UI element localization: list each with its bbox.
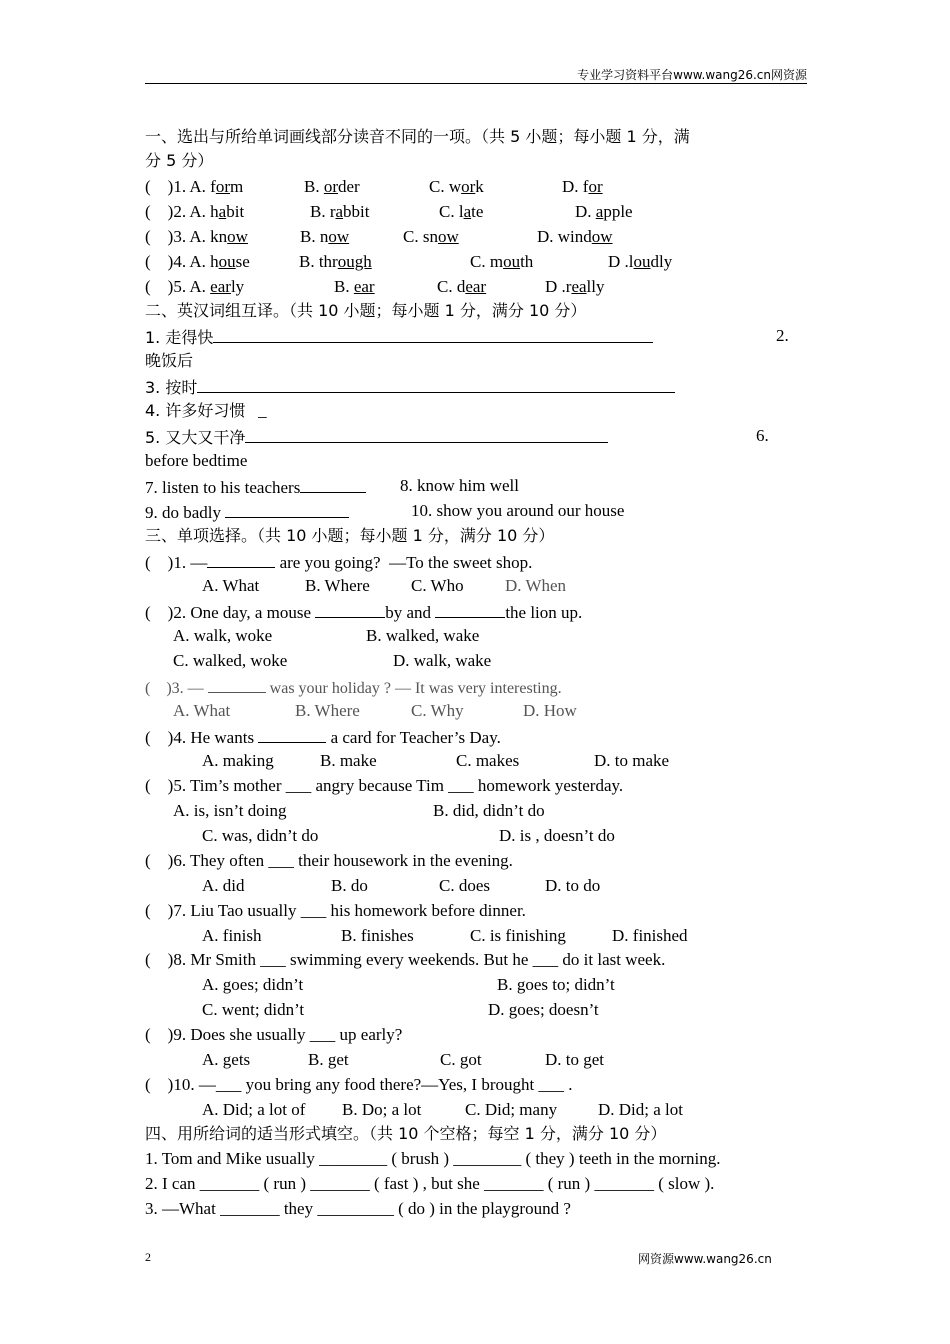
p3-q7-option-d: D. finished: [612, 926, 688, 945]
answer-blank[interactable]: [208, 676, 266, 693]
header-text: 专业学习资料平台www.wang26.cn网资源: [577, 68, 807, 82]
p3-q8-option-d: D. goes; doesn’t: [488, 1000, 599, 1019]
p3-q6-option-b: B. do: [331, 876, 368, 895]
p2-item-3: 3. 按时: [145, 376, 675, 398]
p1-q3-number: ( )3. A.: [145, 227, 211, 246]
p3-q1-option-c: C. Who: [411, 576, 464, 595]
underlined-part: or: [461, 177, 476, 196]
p1-q1-option-c: C. work: [429, 177, 484, 196]
p3-q7-option-c: C. is finishing: [470, 926, 566, 945]
p3-q4-option-d: D. to make: [594, 751, 670, 770]
p1-q3-option-a: ( )3. A. know: [145, 227, 248, 246]
p3-q7-option-b: B. finishes: [341, 926, 414, 945]
p1-q5-option-b: B. ear: [334, 277, 375, 296]
answer-blank[interactable]: [197, 376, 675, 393]
p2-item-2: 晚饭后: [145, 351, 194, 370]
p3-question-9: ( )9. Does she usually ___ up early?: [145, 1025, 403, 1044]
p3-q9-option-c: C. got: [440, 1050, 482, 1069]
p2-item-6: before bedtime: [145, 451, 248, 470]
p3-q5-option-b: B. did, didn’t do: [433, 801, 545, 820]
p1-q2-number: ( )2. A.: [145, 202, 211, 221]
p1-q5-option-d: D .really: [545, 277, 605, 296]
p1-q2-option-b: B. rabbit: [310, 202, 370, 221]
p2-item-6-number: 6.: [756, 426, 769, 445]
p3-question-2: ( )2. One day, a mouse by and the lion up.: [145, 603, 583, 622]
p1-q4-number: ( )4. A.: [145, 252, 211, 271]
section-4-title: 四、用所给词的适当形式填空。（共 10 个空格；每空 1 分，满分 10 分）: [145, 1124, 667, 1143]
p3-q6-option-a: A. did: [202, 876, 245, 895]
p3-question-3: ( )3. — was your holiday ? — It was very interesting.: [145, 676, 562, 699]
p3-q6-option-c: C. does: [439, 876, 490, 895]
p1-q4-option-a: ( )4. A. house: [145, 252, 250, 271]
section-1-title-cont: 分 5 分）: [145, 151, 214, 170]
p3-question-1: ( )1. — are you going? —To the sweet shop.: [145, 553, 533, 572]
p1-q5-option-c: C. dear: [437, 277, 487, 296]
p3-q2-option-b: B. walked, wake: [366, 626, 480, 645]
p2-item-8: 8. know him well: [400, 476, 519, 495]
answer-blank[interactable]: [315, 601, 385, 618]
p1-q3-option-c: C. snow: [403, 227, 459, 246]
p3-q5-option-c: C. was, didn’t do: [202, 826, 319, 845]
p3-q3-option-b: B. Where: [295, 701, 360, 720]
footer-site: 网资源www.wang26.cn: [638, 1252, 772, 1266]
p3-q9-option-a: A. gets: [202, 1050, 251, 1069]
p1-q3-option-d: D. window: [537, 227, 613, 246]
p3-q10-option-d: D. Did; a lot: [598, 1100, 683, 1119]
underlined-part: ou: [503, 252, 521, 271]
underlined-part: ough: [337, 252, 372, 271]
underlined-part: ou: [633, 252, 651, 271]
p2-item-7: 7. listen to his teachers: [145, 476, 366, 498]
underlined-part: a: [218, 202, 227, 221]
p3-q5-option-a: A. is, isn’t doing: [173, 801, 287, 820]
p1-q2-option-d: D. apple: [575, 202, 633, 221]
p1-q4-option-c: C. mouth: [470, 252, 534, 271]
page-number: 2: [145, 1250, 151, 1264]
p3-q3-option-d: D. How: [523, 701, 577, 720]
p3-q9-option-b: B. get: [308, 1050, 349, 1069]
p1-q4-option-d: D .loudly: [608, 252, 673, 271]
p3-q10-option-b: B. Do; a lot: [342, 1100, 422, 1119]
p3-q8-option-c: C. went; didn’t: [202, 1000, 305, 1019]
p3-q9-option-d: D. to get: [545, 1050, 605, 1069]
p2-item-5: 5. 又大又干净: [145, 426, 608, 448]
underlined-part: ow: [437, 227, 459, 246]
p3-q1-option-b: B. Where: [305, 576, 370, 595]
p3-q10-option-c: C. Did; many: [465, 1100, 558, 1119]
underlined-part: or: [323, 177, 339, 196]
p3-q4-option-c: C. makes: [456, 751, 520, 770]
p3-q4-option-b: B. make: [320, 751, 377, 770]
p3-question-8: ( )8. Mr Smith ___ swimming every weekends. But he ___ do it last week.: [145, 950, 666, 969]
p3-question-6: ( )6. They often ___ their housework in the evening.: [145, 851, 513, 870]
p3-question-7: ( )7. Liu Tao usually ___ his homework before dinner.: [145, 901, 526, 920]
p1-q5-number: ( )5. A.: [145, 277, 211, 296]
underlined-part: or: [588, 177, 603, 196]
answer-blank[interactable]: [258, 726, 326, 743]
underlined-part: ou: [218, 252, 236, 271]
section-1-title: 一、选出与所给单词画线部分读音不同的一项。（共 5 小题；每小题 1 分，满: [145, 127, 690, 146]
p2-item-9: 9. do badly: [145, 501, 349, 523]
p4-line-2: 2. I can _______ ( run ) _______ ( fast ) , but she _______ ( run ) _______ ( slow ).: [145, 1174, 715, 1193]
page-header: [145, 66, 807, 84]
p3-q4-option-a: A. making: [202, 751, 274, 770]
p3-q2-option-d: D. walk, wake: [393, 651, 492, 670]
p1-q2-option-c: C. late: [439, 202, 484, 221]
p3-q5-option-d: D. is , doesn’t do: [499, 826, 615, 845]
p1-q3-option-b: B. now: [300, 227, 350, 246]
p3-q8-option-a: A. goes; didn’t: [202, 975, 304, 994]
answer-blank[interactable]: [207, 551, 275, 568]
p3-q7-option-a: A. finish: [202, 926, 262, 945]
p3-q3-option-a: A. What: [173, 701, 231, 720]
p1-q4-option-b: B. through: [299, 252, 372, 271]
underlined-part: a: [463, 202, 472, 221]
p3-q6-option-d: D. to do: [545, 876, 601, 895]
p1-q1-number: ( )1. A.: [145, 177, 211, 196]
p1-q1-option-d: D. for: [562, 177, 603, 196]
underlined-part: ear: [465, 277, 487, 296]
p3-q2-option-c: C. walked, woke: [173, 651, 288, 670]
underlined-part: ear: [210, 277, 231, 296]
p3-question-10: ( )10. —___ you bring any food there?—Yes, I brought ___ .: [145, 1075, 573, 1094]
underlined-part: ea: [571, 277, 587, 296]
answer-blank[interactable]: [435, 601, 505, 618]
underlined-part: ow: [227, 227, 248, 246]
p2-item-4: 4. 许多好习惯 _: [145, 401, 267, 420]
p3-question-5: ( )5. Tim’s mother ___ angry because Tim ___ homework yesterday.: [145, 776, 624, 795]
p3-q2-option-a: A. walk, woke: [173, 626, 273, 645]
answer-blank[interactable]: [245, 426, 608, 443]
underlined-part: or: [215, 177, 231, 196]
p2-item-10: 10. show you around our house: [411, 501, 625, 520]
underlined-part: a: [335, 202, 344, 221]
p3-q1-option-a: A. What: [202, 576, 260, 595]
answer-blank[interactable]: [225, 501, 349, 518]
p2-item-2-number: 2.: [776, 326, 789, 345]
p4-line-3: 3. —What _______ they _________ ( do ) in the playground ?: [145, 1199, 571, 1218]
p1-q5-option-a: ( )5. A. early: [145, 277, 245, 296]
p1-q1-option-a: ( )1. A. form: [145, 177, 244, 196]
p1-q1-option-b: B. order: [304, 177, 360, 196]
p1-q2-option-a: ( )2. A. habit: [145, 202, 245, 221]
section-3-title: 三、单项选择。（共 10 小题；每小题 1 分，满分 10 分）: [145, 526, 555, 545]
p3-q1-option-d: D. When: [505, 576, 567, 595]
p3-question-4: ( )4. He wants a card for Teacher’s Day.: [145, 728, 501, 747]
underlined-part: ow: [328, 227, 350, 246]
p2-item-1: 1. 走得快: [145, 326, 653, 348]
section-2-title: 二、英汉词组互译。（共 10 小题；每小题 1 分，满分 10 分）: [145, 301, 587, 320]
underlined-part: ow: [591, 227, 613, 246]
underlined-part: ear: [353, 277, 375, 296]
underlined-part: a: [595, 202, 604, 221]
answer-blank[interactable]: [213, 326, 653, 343]
p3-q8-option-b: B. goes to; didn’t: [497, 975, 615, 994]
p4-line-1: 1. Tom and Mike usually ________ ( brush ) ________ ( they ) teeth in the morning.: [145, 1149, 721, 1168]
p3-q3-option-c: C. Why: [411, 701, 464, 720]
p3-q10-option-a: A. Did; a lot of: [202, 1100, 306, 1119]
answer-blank[interactable]: [300, 476, 366, 493]
